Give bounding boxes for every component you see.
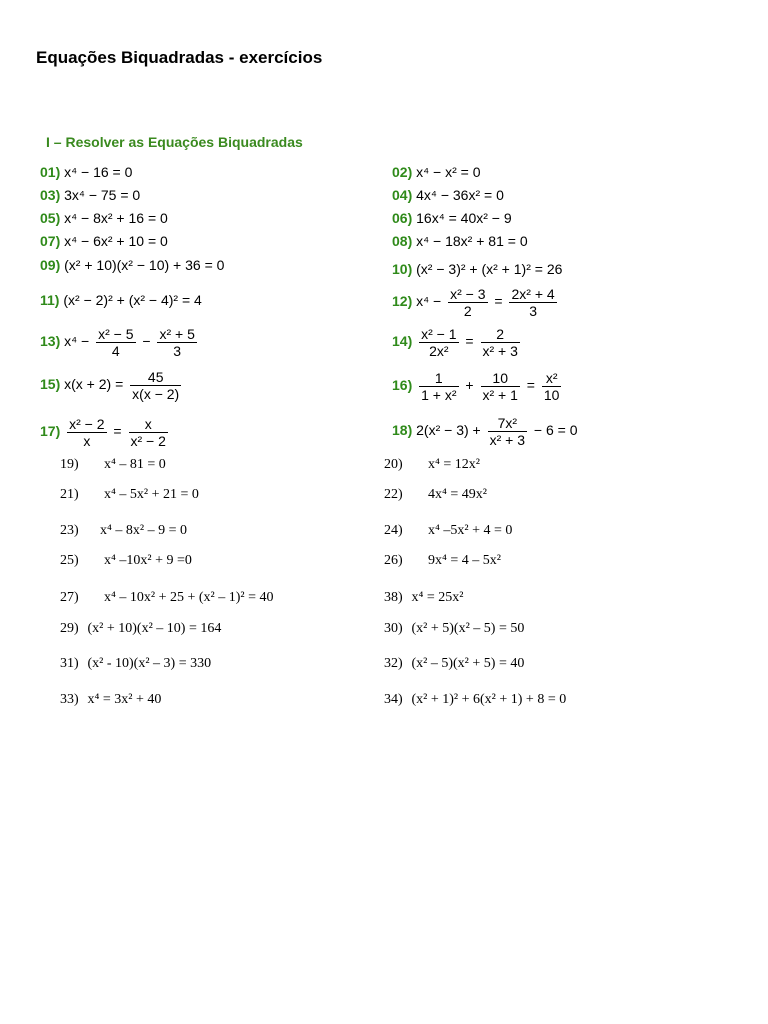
equation-number: 21) xyxy=(60,487,79,502)
equation-text: (x² − 2)² + (x² − 4)² = 4 xyxy=(63,292,202,308)
equation-text: x⁴ − 8x² + 16 = 0 xyxy=(64,210,168,226)
denominator: x xyxy=(83,433,91,449)
denominator: x² − 2 xyxy=(130,433,166,449)
numerator: x² − 3 xyxy=(450,286,486,302)
equation-13 xyxy=(40,326,200,359)
fraction xyxy=(481,370,520,403)
equation-17 xyxy=(40,416,171,449)
equation-text: x⁴ − 6x² + 10 = 0 xyxy=(64,233,168,249)
fraction xyxy=(129,416,168,449)
fraction xyxy=(130,369,181,402)
denominator: 1 + x² xyxy=(421,387,457,403)
equation-number: 06) xyxy=(392,210,413,226)
operator: = xyxy=(494,293,503,310)
denominator: 4 xyxy=(111,343,120,359)
equation-number: 10) xyxy=(392,261,413,277)
equation-text: x⁴ − 18x² + 81 = 0 xyxy=(416,233,528,249)
equation-text: x⁴ − xyxy=(416,293,442,310)
equation-text: (x² + 5)(x² – 5) = 50 xyxy=(411,621,525,636)
equation-text: x⁴ – 8x² – 9 = 0 xyxy=(100,523,187,538)
numerator: x xyxy=(129,416,168,433)
equation-text: 3x⁴ − 75 = 0 xyxy=(64,187,141,203)
equation-text: x⁴ = 25x² xyxy=(411,590,464,605)
equation-number: 19) xyxy=(60,457,79,472)
equation-31 xyxy=(60,656,211,672)
page-title: Equações Biquadradas - exercícios xyxy=(36,48,323,67)
equation-05 xyxy=(40,210,168,226)
operator: = xyxy=(526,377,535,394)
equation-30 xyxy=(384,621,524,637)
equation-26 xyxy=(384,553,501,569)
equation-number: 23) xyxy=(60,523,79,538)
equation-number: 31) xyxy=(60,656,79,671)
operator: = xyxy=(113,423,122,440)
equation-text: x(x + 2) = xyxy=(64,376,124,393)
equation-number: 20) xyxy=(384,457,403,472)
equation-number: 01) xyxy=(40,164,61,180)
numerator: x² − 2 xyxy=(69,416,105,432)
fraction xyxy=(488,415,527,448)
numerator: x² − 1 xyxy=(421,326,457,342)
equation-number: 09) xyxy=(40,257,61,273)
equation-number: 38) xyxy=(384,590,403,605)
equation-09 xyxy=(40,257,224,273)
denominator: 3 xyxy=(173,343,182,359)
equation-text: x⁴ − xyxy=(64,333,90,350)
equation-number: 30) xyxy=(384,621,403,636)
equation-number: 02) xyxy=(392,164,413,180)
equation-number: 27) xyxy=(60,590,79,605)
numerator: 1 xyxy=(419,370,458,387)
equation-text: x⁴ – 81 = 0 xyxy=(104,457,166,472)
equation-text: x⁴ = 12x² xyxy=(428,457,480,472)
equation-text: x⁴ = 3x² + 40 xyxy=(87,692,162,707)
equation-number: 25) xyxy=(60,553,79,568)
equation-12 xyxy=(392,286,560,319)
fraction xyxy=(67,416,106,449)
equation-number: 05) xyxy=(40,210,61,226)
equation-06 xyxy=(392,210,512,226)
equation-04 xyxy=(392,187,504,203)
equation-text: (x² – 5)(x² + 5) = 40 xyxy=(411,656,525,671)
equation-text: x⁴ − 16 = 0 xyxy=(64,164,133,180)
denominator: 3 xyxy=(529,303,537,319)
fraction xyxy=(448,286,487,319)
equation-text: x⁴ –10x² + 9 =0 xyxy=(104,553,192,568)
equation-number: 22) xyxy=(384,487,403,502)
equation-number: 32) xyxy=(384,656,403,671)
equation-number: 16) xyxy=(392,377,413,394)
numerator: 7x² xyxy=(488,415,527,432)
fraction xyxy=(481,326,520,359)
equation-text: 16x⁴ = 40x² − 9 xyxy=(416,210,512,226)
equation-23 xyxy=(60,523,187,539)
equation-33 xyxy=(60,692,161,708)
equation-text: (x² - 10)(x² – 3) = 330 xyxy=(87,656,212,671)
equation-number: 29) xyxy=(60,621,79,636)
denominator: x² + 1 xyxy=(482,387,518,403)
operator: − xyxy=(142,333,151,350)
operator: − 6 = 0 xyxy=(533,422,578,439)
denominator: x² + 3 xyxy=(482,343,518,359)
denominator: 10 xyxy=(543,387,560,403)
equation-07 xyxy=(40,233,168,249)
equation-number: 24) xyxy=(384,523,403,538)
equation-15 xyxy=(40,369,184,402)
equation-24 xyxy=(384,523,512,539)
equation-number: 07) xyxy=(40,233,61,249)
equation-number: 15) xyxy=(40,376,61,393)
denominator: 2 xyxy=(463,303,472,319)
equation-38 xyxy=(384,590,463,606)
equation-number: 08) xyxy=(392,233,413,249)
equation-32 xyxy=(384,656,524,672)
numerator: 45 xyxy=(130,369,181,386)
equation-text: 2(x² − 3) + xyxy=(416,422,481,439)
equation-text: x⁴ –5x² + 4 = 0 xyxy=(428,523,513,538)
equation-34 xyxy=(384,692,566,708)
equation-text: 4x⁴ − 36x² = 0 xyxy=(416,187,504,203)
numerator: x² xyxy=(542,370,562,387)
equation-text: (x² + 10)(x² – 10) = 164 xyxy=(87,621,222,636)
denominator: 2x² xyxy=(429,343,449,359)
equation-number: 03) xyxy=(40,187,61,203)
equation-number: 18) xyxy=(392,422,413,439)
equation-25 xyxy=(60,553,192,569)
numerator: x² − 5 xyxy=(98,326,134,342)
equation-text: (x² + 1)² + 6(x² + 1) + 8 = 0 xyxy=(411,692,567,707)
equation-27 xyxy=(60,590,273,606)
numerator: 2 xyxy=(481,326,520,343)
numerator: 2x² + 4 xyxy=(511,286,555,302)
equation-14 xyxy=(392,326,523,359)
equation-number: 33) xyxy=(60,692,79,707)
fraction xyxy=(542,370,562,403)
equation-text: 9x⁴ = 4 – 5x² xyxy=(428,553,501,568)
equation-22 xyxy=(384,487,487,503)
equation-20 xyxy=(384,457,480,473)
equation-text: x⁴ − x² = 0 xyxy=(416,164,481,180)
operator: + xyxy=(465,377,474,394)
equation-number: 26) xyxy=(384,553,403,568)
equation-text: x⁴ – 5x² + 21 = 0 xyxy=(104,487,199,502)
section-heading: I – Resolver as Equações Biquadradas xyxy=(46,134,303,150)
equation-08 xyxy=(392,233,528,249)
operator: = xyxy=(465,333,474,350)
equation-text: (x² + 10)(x² − 10) + 36 = 0 xyxy=(64,257,225,273)
equation-number: 17) xyxy=(40,423,61,440)
fraction xyxy=(157,326,196,359)
numerator: x² + 5 xyxy=(159,326,195,342)
numerator: 10 xyxy=(481,370,520,387)
fraction xyxy=(419,326,458,359)
equation-number: 14) xyxy=(392,333,413,350)
equation-number: 11) xyxy=(40,292,60,308)
equation-18 xyxy=(392,415,578,448)
equation-text: x⁴ – 10x² + 25 + (x² – 1)² = 40 xyxy=(104,590,274,605)
equation-21 xyxy=(60,487,199,503)
denominator: x² + 3 xyxy=(489,432,526,448)
equation-number: 12) xyxy=(392,293,413,310)
equation-number: 04) xyxy=(392,187,413,203)
fraction xyxy=(96,326,135,359)
equation-29 xyxy=(60,621,221,637)
equation-number: 34) xyxy=(384,692,403,707)
equation-03 xyxy=(40,187,140,203)
equation-number: 13) xyxy=(40,333,61,350)
equation-19 xyxy=(60,457,166,473)
denominator: x(x − 2) xyxy=(132,386,180,402)
equation-10 xyxy=(392,261,562,277)
equation-text: (x² − 3)² + (x² + 1)² = 26 xyxy=(416,261,563,277)
fraction xyxy=(509,286,556,319)
equation-11 xyxy=(40,292,202,308)
fraction xyxy=(419,370,458,403)
equation-01 xyxy=(40,164,132,180)
equation-16 xyxy=(392,370,564,403)
equation-text: 4x⁴ = 49x² xyxy=(428,487,487,502)
equation-02 xyxy=(392,164,481,180)
